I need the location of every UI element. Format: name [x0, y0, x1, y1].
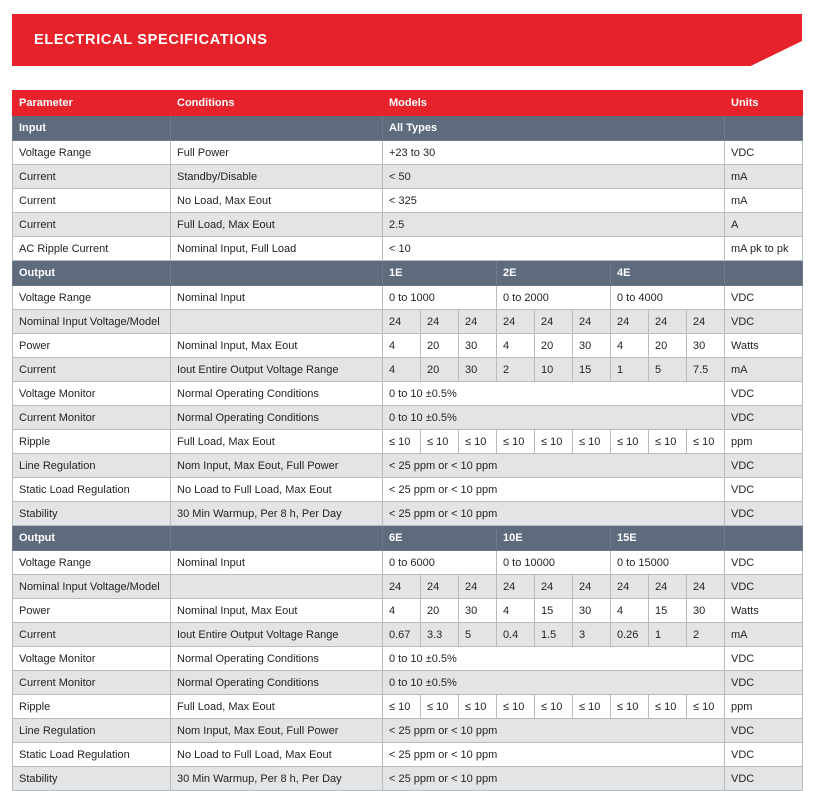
section-conditions-blank	[171, 261, 383, 286]
cell-value-wide: < 10	[383, 237, 725, 261]
cell-value: 3.3	[421, 623, 459, 647]
cell-value: ≤ 10	[497, 430, 535, 454]
cell-parameter: Voltage Range	[13, 286, 171, 310]
cell-value: 2	[687, 623, 725, 647]
cell-conditions: 30 Min Warmup, Per 8 h, Per Day	[171, 767, 383, 791]
cell-parameter: Line Regulation	[13, 454, 171, 478]
table-row	[13, 334, 803, 358]
cell-parameter: Nominal Input Voltage/Model	[13, 575, 171, 599]
cell-parameter: Current	[13, 358, 171, 382]
cell-units: VDC	[725, 575, 803, 599]
section-header-row	[13, 261, 803, 286]
cell-conditions: 30 Min Warmup, Per 8 h, Per Day	[171, 502, 383, 526]
cell-units: mA	[725, 358, 803, 382]
cell-parameter: Ripple	[13, 695, 171, 719]
cell-value: 24	[573, 310, 611, 334]
cell-value: 5	[459, 623, 497, 647]
header-conditions: Conditions	[171, 91, 383, 116]
table-row	[13, 358, 803, 382]
cell-units: VDC	[725, 141, 803, 165]
cell-value: 4	[383, 358, 421, 382]
cell-value: ≤ 10	[421, 695, 459, 719]
cell-parameter: Power	[13, 334, 171, 358]
cell-value: 24	[459, 575, 497, 599]
table-row	[13, 406, 803, 430]
cell-units: mA	[725, 165, 803, 189]
cell-value: ≤ 10	[611, 430, 649, 454]
section-models-label: All Types	[383, 116, 725, 141]
header-units: Units	[725, 91, 803, 116]
cell-units: VDC	[725, 767, 803, 791]
cell-value: 30	[687, 334, 725, 358]
cell-parameter: Current	[13, 165, 171, 189]
header-models: Models	[383, 91, 725, 116]
cell-parameter: Voltage Range	[13, 141, 171, 165]
table-row	[13, 165, 803, 189]
cell-units: Watts	[725, 599, 803, 623]
cell-parameter: Static Load Regulation	[13, 478, 171, 502]
cell-value-wide: < 25 ppm or < 10 ppm	[383, 502, 725, 526]
cell-value: ≤ 10	[383, 695, 421, 719]
table-row	[13, 695, 803, 719]
section-model-6E: 6E	[383, 526, 497, 551]
cell-range: 0 to 15000	[611, 551, 725, 575]
cell-value: 24	[535, 310, 573, 334]
cell-value-wide: < 25 ppm or < 10 ppm	[383, 743, 725, 767]
table-row	[13, 671, 803, 695]
cell-conditions: Standby/Disable	[171, 165, 383, 189]
cell-units: VDC	[725, 502, 803, 526]
section-units-blank	[725, 526, 803, 551]
section-header-row	[13, 116, 803, 141]
cell-parameter: Nominal Input Voltage/Model	[13, 310, 171, 334]
table-row	[13, 551, 803, 575]
cell-conditions: Full Power	[171, 141, 383, 165]
cell-conditions: Full Load, Max Eout	[171, 695, 383, 719]
cell-units: VDC	[725, 286, 803, 310]
cell-value: 24	[459, 310, 497, 334]
cell-units: mA	[725, 189, 803, 213]
cell-value: ≤ 10	[383, 430, 421, 454]
cell-units: VDC	[725, 478, 803, 502]
cell-conditions: No Load, Max Eout	[171, 189, 383, 213]
cell-value: ≤ 10	[573, 430, 611, 454]
cell-value-wide: < 25 ppm or < 10 ppm	[383, 478, 725, 502]
cell-units: ppm	[725, 695, 803, 719]
cell-units: VDC	[725, 382, 803, 406]
section-header-row	[13, 526, 803, 551]
cell-parameter: Ripple	[13, 430, 171, 454]
cell-units: VDC	[725, 551, 803, 575]
cell-parameter: Voltage Monitor	[13, 647, 171, 671]
cell-value: 4	[611, 334, 649, 358]
cell-value: 0.4	[497, 623, 535, 647]
table-row	[13, 454, 803, 478]
cell-conditions: Normal Operating Conditions	[171, 671, 383, 695]
cell-conditions	[171, 575, 383, 599]
section-model-4E: 4E	[611, 261, 725, 286]
cell-value: 24	[573, 575, 611, 599]
cell-value: 30	[573, 599, 611, 623]
table-row	[13, 743, 803, 767]
table-row	[13, 141, 803, 165]
cell-value: ≤ 10	[611, 695, 649, 719]
cell-conditions: Nom Input, Max Eout, Full Power	[171, 719, 383, 743]
cell-range: 0 to 4000	[611, 286, 725, 310]
table-row	[13, 575, 803, 599]
cell-units: VDC	[725, 454, 803, 478]
cell-value: 24	[383, 310, 421, 334]
cell-value: 4	[383, 599, 421, 623]
electrical-specifications-table	[12, 90, 803, 791]
cell-value-wide: 0 to 10 ±0.5%	[383, 382, 725, 406]
header-parameter: Parameter	[13, 91, 171, 116]
cell-units: Watts	[725, 334, 803, 358]
cell-conditions	[171, 310, 383, 334]
cell-value: ≤ 10	[535, 430, 573, 454]
cell-conditions: Iout Entire Output Voltage Range	[171, 623, 383, 647]
cell-value: 5	[649, 358, 687, 382]
table-row	[13, 286, 803, 310]
section-label: Output	[13, 526, 171, 551]
cell-parameter: Voltage Monitor	[13, 382, 171, 406]
cell-value: 4	[497, 599, 535, 623]
section-label: Output	[13, 261, 171, 286]
cell-value: 0.26	[611, 623, 649, 647]
cell-value: 15	[573, 358, 611, 382]
table-row	[13, 237, 803, 261]
table-row	[13, 767, 803, 791]
section-model-15E: 15E	[611, 526, 725, 551]
cell-range: 0 to 10000	[497, 551, 611, 575]
cell-value: 1	[611, 358, 649, 382]
cell-value: 15	[535, 599, 573, 623]
cell-value: ≤ 10	[687, 430, 725, 454]
cell-units: VDC	[725, 671, 803, 695]
cell-units: VDC	[725, 647, 803, 671]
table-row	[13, 382, 803, 406]
cell-parameter: Voltage Range	[13, 551, 171, 575]
cell-value: ≤ 10	[573, 695, 611, 719]
cell-value-wide: < 25 ppm or < 10 ppm	[383, 454, 725, 478]
cell-conditions: Nominal Input, Full Load	[171, 237, 383, 261]
cell-value: 15	[649, 599, 687, 623]
cell-value: 4	[383, 334, 421, 358]
cell-value: 24	[687, 310, 725, 334]
cell-conditions: Normal Operating Conditions	[171, 647, 383, 671]
cell-value: ≤ 10	[459, 695, 497, 719]
cell-units: mA pk to pk	[725, 237, 803, 261]
cell-value: ≤ 10	[535, 695, 573, 719]
section-model-2E: 2E	[497, 261, 611, 286]
section-label: Input	[13, 116, 171, 141]
cell-value-wide: < 25 ppm or < 10 ppm	[383, 767, 725, 791]
cell-value: 24	[421, 310, 459, 334]
cell-value: 24	[687, 575, 725, 599]
cell-units: VDC	[725, 719, 803, 743]
cell-value-wide: < 325	[383, 189, 725, 213]
table-header-row	[13, 91, 803, 116]
cell-value: 24	[535, 575, 573, 599]
cell-value: 20	[421, 334, 459, 358]
cell-value: 20	[649, 334, 687, 358]
section-conditions-blank	[171, 526, 383, 551]
cell-conditions: Nominal Input	[171, 551, 383, 575]
cell-value: 24	[421, 575, 459, 599]
cell-value: ≤ 10	[421, 430, 459, 454]
cell-conditions: Full Load, Max Eout	[171, 213, 383, 237]
table-row	[13, 623, 803, 647]
cell-value: 2	[497, 358, 535, 382]
cell-conditions: Nominal Input, Max Eout	[171, 599, 383, 623]
cell-value: 1	[649, 623, 687, 647]
cell-value: 1.5	[535, 623, 573, 647]
cell-value: 24	[497, 575, 535, 599]
cell-parameter: Current	[13, 623, 171, 647]
cell-parameter: Current	[13, 213, 171, 237]
cell-parameter: Static Load Regulation	[13, 743, 171, 767]
cell-value: ≤ 10	[687, 695, 725, 719]
cell-value: ≤ 10	[497, 695, 535, 719]
table-row	[13, 478, 803, 502]
cell-conditions: Nominal Input, Max Eout	[171, 334, 383, 358]
cell-value: 0.67	[383, 623, 421, 647]
table-row	[13, 189, 803, 213]
cell-parameter: Stability	[13, 502, 171, 526]
cell-conditions: Normal Operating Conditions	[171, 406, 383, 430]
table-row	[13, 430, 803, 454]
section-model-10E: 10E	[497, 526, 611, 551]
cell-value-wide: 0 to 10 ±0.5%	[383, 671, 725, 695]
table-row	[13, 719, 803, 743]
cell-range: 0 to 1000	[383, 286, 497, 310]
cell-conditions: Normal Operating Conditions	[171, 382, 383, 406]
cell-value: 4	[611, 599, 649, 623]
cell-value: 20	[535, 334, 573, 358]
cell-conditions: Nom Input, Max Eout, Full Power	[171, 454, 383, 478]
cell-units: mA	[725, 623, 803, 647]
cell-value: 30	[459, 599, 497, 623]
table-row	[13, 213, 803, 237]
cell-value: 4	[497, 334, 535, 358]
cell-value: 30	[687, 599, 725, 623]
cell-value-wide: 0 to 10 ±0.5%	[383, 647, 725, 671]
cell-value: 24	[611, 310, 649, 334]
cell-value: 3	[573, 623, 611, 647]
cell-units: A	[725, 213, 803, 237]
cell-value-wide: 0 to 10 ±0.5%	[383, 406, 725, 430]
cell-value: ≤ 10	[649, 695, 687, 719]
table-row	[13, 502, 803, 526]
cell-value-wide: 2.5	[383, 213, 725, 237]
cell-value-wide: < 25 ppm or < 10 ppm	[383, 719, 725, 743]
cell-parameter: Current	[13, 189, 171, 213]
cell-parameter: Current Monitor	[13, 406, 171, 430]
cell-value: ≤ 10	[649, 430, 687, 454]
cell-value: 30	[459, 358, 497, 382]
cell-value: 7.5	[687, 358, 725, 382]
cell-value: 20	[421, 599, 459, 623]
cell-units: VDC	[725, 743, 803, 767]
section-conditions-blank	[171, 116, 383, 141]
cell-conditions: No Load to Full Load, Max Eout	[171, 743, 383, 767]
cell-conditions: No Load to Full Load, Max Eout	[171, 478, 383, 502]
cell-value: 10	[535, 358, 573, 382]
cell-value-wide: < 50	[383, 165, 725, 189]
cell-conditions: Nominal Input	[171, 286, 383, 310]
cell-units: VDC	[725, 406, 803, 430]
cell-value: 24	[383, 575, 421, 599]
cell-units: VDC	[725, 310, 803, 334]
header-banner	[12, 14, 802, 66]
cell-value: 24	[497, 310, 535, 334]
section-model-1E: 1E	[383, 261, 497, 286]
cell-parameter: Stability	[13, 767, 171, 791]
cell-conditions: Full Load, Max Eout	[171, 430, 383, 454]
cell-value: 30	[459, 334, 497, 358]
cell-value-wide: +23 to 30	[383, 141, 725, 165]
cell-units: ppm	[725, 430, 803, 454]
cell-value: ≤ 10	[459, 430, 497, 454]
table-row	[13, 647, 803, 671]
cell-value: 24	[649, 575, 687, 599]
cell-parameter: AC Ripple Current	[13, 237, 171, 261]
section-units-blank	[725, 116, 803, 141]
cell-value: 24	[649, 310, 687, 334]
cell-range: 0 to 2000	[497, 286, 611, 310]
cell-value: 30	[573, 334, 611, 358]
cell-range: 0 to 6000	[383, 551, 497, 575]
cell-parameter: Power	[13, 599, 171, 623]
cell-conditions: Iout Entire Output Voltage Range	[171, 358, 383, 382]
cell-value: 20	[421, 358, 459, 382]
cell-value: 24	[611, 575, 649, 599]
table-row	[13, 310, 803, 334]
cell-parameter: Line Regulation	[13, 719, 171, 743]
page-title: ELECTRICAL SPECIFICATIONS	[34, 32, 268, 48]
table-row	[13, 599, 803, 623]
cell-parameter: Current Monitor	[13, 671, 171, 695]
section-units-blank	[725, 261, 803, 286]
